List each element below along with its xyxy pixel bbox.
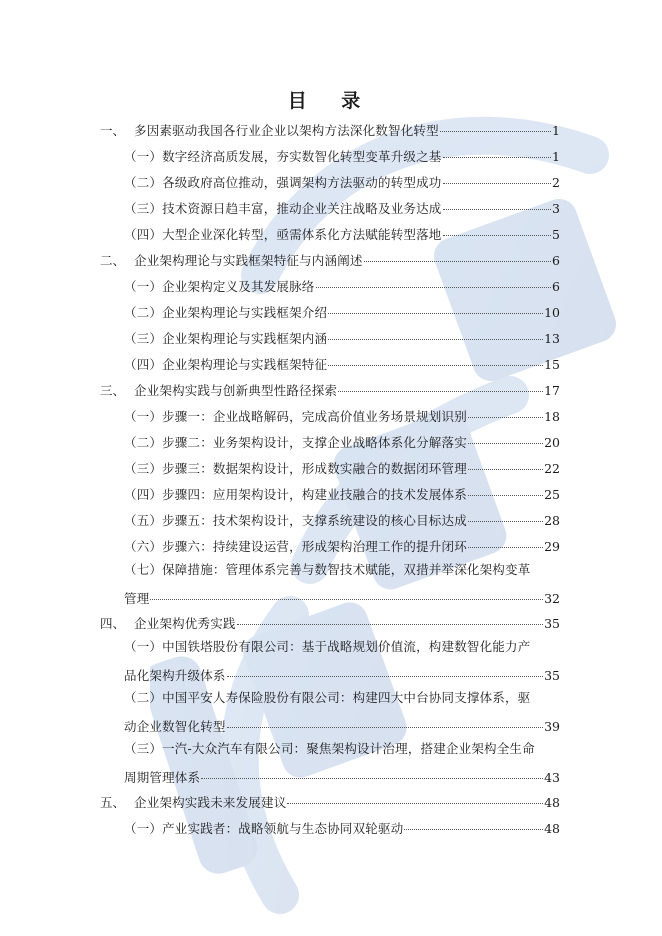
toc-page-number: 18 — [544, 409, 560, 424]
toc-chapter-number: 四、 — [100, 616, 126, 631]
toc-page-number: 28 — [544, 513, 560, 528]
toc-entry-title: （五）步骤五：技术架构设计，支撑系统建设的核心目标达成 — [124, 513, 467, 528]
toc-section-entry[interactable] — [124, 328, 560, 347]
toc-page-number: 35 — [544, 668, 560, 683]
toc-section-entry[interactable] — [124, 536, 560, 555]
toc-page-number: 22 — [544, 461, 560, 476]
toc-dot-leader — [468, 455, 543, 470]
toc-entry-title: 周期管理体系 — [124, 770, 201, 785]
toc-entry-title: 企业架构理论与实践框架特征与内涵阐述 — [134, 253, 363, 268]
toc-page-number: 43 — [544, 770, 560, 785]
toc-dot-leader — [338, 377, 543, 392]
toc-entry-title: （三）技术资源日趋丰富，推动企业关注战略及业务达成 — [124, 201, 442, 216]
toc-chapter-entry[interactable] — [100, 250, 560, 269]
toc-dot-leader — [328, 325, 543, 340]
toc-entry-title-line1: （二）中国平安人寿保险股份有限公司：构建四大中台协同支撑体系，驱 — [124, 690, 531, 705]
toc-section-entry[interactable] — [124, 172, 560, 191]
toc-dot-leader — [468, 481, 543, 496]
toc-dot-leader — [443, 195, 551, 210]
toc-dot-leader — [237, 610, 543, 625]
toc-section-entry[interactable] — [124, 588, 560, 607]
toc-entry-title: 企业架构优秀实践 — [134, 616, 236, 631]
toc-section-entry[interactable] — [124, 665, 560, 684]
toc-page-number: 35 — [544, 616, 560, 631]
toc-entry-title-line1: （七）保障措施：管理体系完善与数智技术赋能，双措并举深化架构变革 — [124, 562, 531, 577]
toc-entry-title: 动企业数智化转型 — [124, 719, 226, 734]
toc-page-number: 48 — [544, 821, 560, 836]
toc-entry-title: 多因素驱动我国各行业企业以架构方法深化数智化转型 — [134, 123, 439, 138]
toc-page-number: 6 — [552, 253, 560, 268]
toc-chapter-entry[interactable] — [100, 120, 560, 139]
toc-entry-title: （二）步骤二：业务架构设计，支撑企业战略体系化分解落实 — [124, 435, 467, 450]
toc-section-entry[interactable] — [124, 432, 560, 451]
toc-section-entry[interactable] — [124, 302, 560, 321]
toc-section-entry[interactable] — [124, 406, 560, 425]
toc-section-entry[interactable] — [124, 276, 560, 295]
toc-section-entry[interactable] — [124, 224, 560, 243]
toc-page-number: 13 — [544, 331, 560, 346]
toc-page-number: 48 — [544, 795, 560, 810]
toc-dot-leader — [468, 403, 543, 418]
toc-entry-title: 品化架构升级体系 — [124, 668, 226, 683]
toc-dot-leader — [443, 143, 551, 158]
toc-section-entry[interactable] — [124, 198, 560, 217]
toc-entry-title: （一）产业实践者：战略领航与生态协同双轮驱动 — [124, 821, 404, 836]
toc-entry-title: 企业架构实践与创新典型性路径探索 — [134, 383, 338, 398]
toc-page-number: 5 — [552, 227, 560, 242]
toc-chapter-number: 五、 — [100, 795, 126, 810]
toc-page-number: 6 — [552, 279, 560, 294]
toc-chapter-number: 二、 — [100, 253, 126, 268]
toc-chapter-number: 一、 — [100, 123, 126, 138]
toc-dot-leader — [468, 507, 543, 522]
toc-page-number: 3 — [552, 201, 560, 216]
toc-dot-leader — [404, 815, 543, 830]
toc-page-number: 32 — [544, 591, 560, 606]
toc-chapter-entry[interactable] — [100, 380, 560, 399]
toc-dot-leader — [364, 247, 551, 262]
toc-entry-title: （三）企业架构理论与实践框架内涵 — [124, 331, 328, 346]
toc-page-number: 39 — [544, 719, 560, 734]
toc-dot-leader — [468, 533, 543, 548]
toc-entry-title-line1: （三）一汽-大众汽车有限公司：聚焦架构设计治理，搭建企业架构全生命 — [124, 741, 535, 756]
toc-dot-leader — [150, 585, 543, 600]
toc-entry-title: （二）企业架构理论与实践框架介绍 — [124, 305, 328, 320]
toc-dot-leader — [440, 117, 551, 132]
toc-chapter-number: 三、 — [100, 383, 126, 398]
toc-section-entry[interactable] — [124, 818, 560, 837]
toc-section-entry[interactable] — [124, 510, 560, 529]
toc-entry-title: （四）企业架构理论与实践框架特征 — [124, 357, 328, 372]
toc-chapter-entry[interactable] — [100, 792, 560, 811]
toc-page-number: 20 — [544, 435, 560, 450]
toc-dot-leader — [468, 429, 543, 444]
toc-page-number: 1 — [552, 123, 560, 138]
toc-entry-title: 管理 — [124, 591, 150, 606]
toc-entry-title: （四）大型企业深化转型，亟需体系化方法赋能转型落地 — [124, 227, 442, 242]
toc-section-entry[interactable] — [124, 767, 560, 786]
toc-entry-title: （二）各级政府高位推动，强调架构方法驱动的转型成功 — [124, 175, 442, 190]
toc-page-number: 25 — [544, 487, 560, 502]
toc-dot-leader — [443, 221, 551, 236]
toc-entry-title: （六）步骤六：持续建设运营，形成架构治理工作的提升闭环 — [124, 539, 467, 554]
toc-entry-title: （一）企业架构定义及其发展脉络 — [124, 279, 315, 294]
toc-section-entry[interactable] — [124, 458, 560, 477]
toc-dot-leader — [328, 299, 543, 314]
toc-entry-title: （三）步骤三：数据架构设计，形成数实融合的数据闭环管理 — [124, 461, 467, 476]
toc-dot-leader — [328, 351, 543, 366]
toc-section-entry[interactable] — [124, 484, 560, 503]
toc-dot-leader — [201, 764, 543, 779]
toc-title: 目 录 — [287, 90, 375, 112]
toc-entry-title: 企业架构实践未来发展建议 — [134, 795, 287, 810]
toc-dot-leader — [316, 273, 551, 288]
toc-page-number: 29 — [544, 539, 560, 554]
toc-dot-leader — [287, 789, 543, 804]
toc-entry-title: （一）步骤一：企业战略解码，完成高价值业务场景规划识别 — [124, 409, 467, 424]
toc-page-number: 2 — [552, 175, 560, 190]
toc-page-number: 15 — [544, 357, 560, 372]
toc-entry-title: （四）步骤四：应用架构设计，构建业技融合的技术发展体系 — [124, 487, 467, 502]
toc-page-number: 17 — [544, 383, 560, 398]
toc-section-entry[interactable] — [124, 354, 560, 373]
toc-section-entry[interactable] — [124, 716, 560, 735]
toc-entry-title-line1: （一）中国铁塔股份有限公司：基于战略规划价值流，构建数智化能力产 — [124, 639, 531, 654]
toc-page-number: 1 — [552, 149, 560, 164]
toc-dot-leader — [227, 662, 543, 677]
toc-entry-title: （一）数字经济高质发展，夯实数智化转型变革升级之基 — [124, 149, 442, 164]
toc-dot-leader — [443, 169, 551, 184]
toc-dot-leader — [227, 713, 543, 728]
toc-section-entry[interactable] — [124, 146, 560, 165]
toc-page-number: 10 — [544, 305, 560, 320]
toc-chapter-entry[interactable] — [100, 613, 560, 632]
